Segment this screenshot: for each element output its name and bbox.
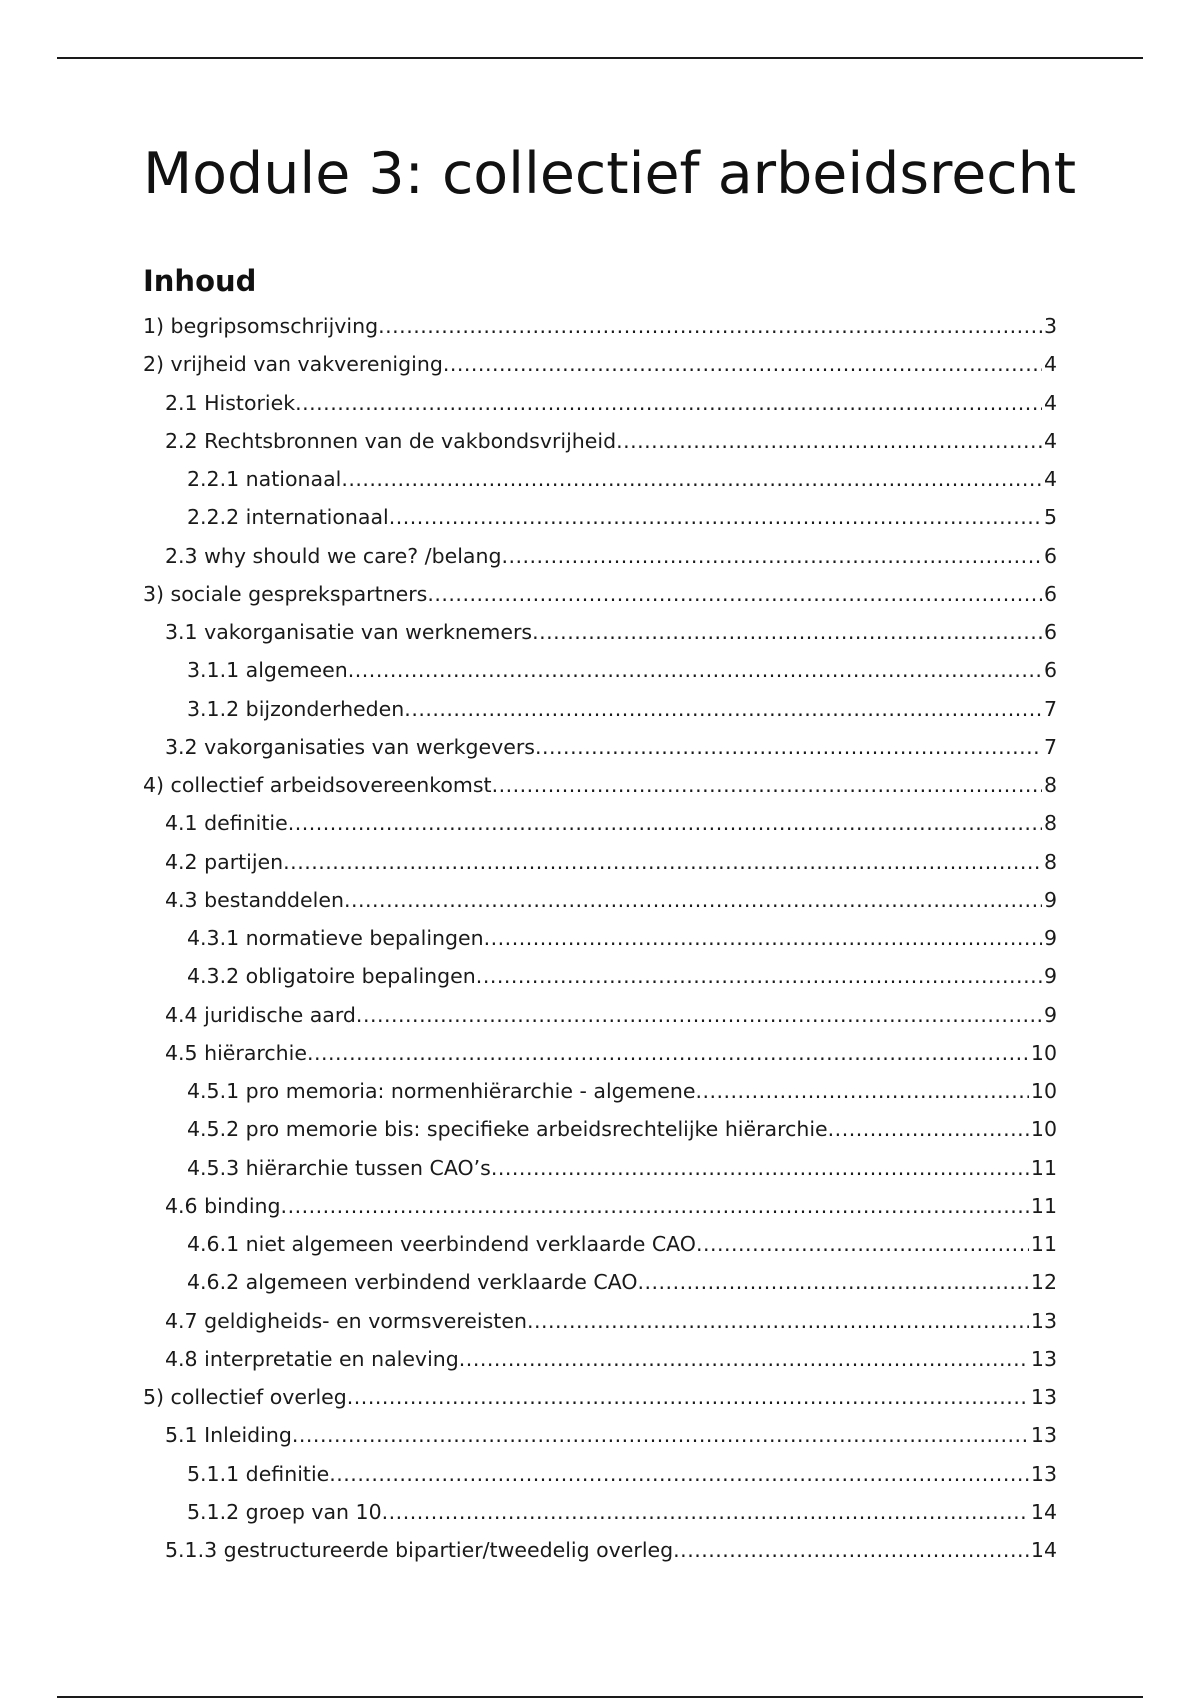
toc-dot-leader xyxy=(356,996,1042,1034)
toc-entry-title: 3.1.2 bijzonderheden xyxy=(187,696,405,721)
document-title: Module 3: collectief arbeidsrecht xyxy=(143,141,1077,207)
toc-dot-leader xyxy=(341,460,1042,498)
toc-entry-title: 4.5.2 pro memorie bis: specifieke arbeidsrechtelijke hiërarchie xyxy=(187,1117,828,1142)
toc-dot-leader xyxy=(378,307,1042,345)
toc-entry-title: 3.1.1 algemeen xyxy=(187,658,348,683)
toc-entry-title: 5.1 Inleiding xyxy=(165,1423,292,1448)
toc-entry-title: 4.5.3 hiërarchie tussen CAO’s xyxy=(187,1155,491,1180)
toc-entry[interactable] xyxy=(143,1416,1057,1454)
toc-entry-page: 13 xyxy=(1030,1308,1057,1333)
toc-entry[interactable] xyxy=(143,1072,1057,1110)
toc-entry[interactable] xyxy=(143,613,1057,651)
toc-entry-title: 3.1 vakorganisatie van werknemers xyxy=(165,620,533,644)
toc-dot-leader xyxy=(382,1493,1029,1531)
toc-dot-leader xyxy=(307,1034,1029,1072)
toc-entry-page: 4 xyxy=(1043,428,1057,453)
toc-entry-title: 2.1 Historiek xyxy=(165,390,296,415)
toc-entry-page: 6 xyxy=(1043,581,1057,606)
toc-dot-leader xyxy=(288,804,1042,842)
toc-entry-title: 2) vrijheid van vakvereniging xyxy=(143,352,443,377)
toc-entry-title: 4.7 geldigheids- en vormsvereisten xyxy=(165,1308,527,1333)
toc-entry[interactable] xyxy=(143,460,1057,498)
toc-dot-leader xyxy=(616,422,1042,460)
toc-entry-page: 8 xyxy=(1043,849,1057,874)
toc-entry-page: 9 xyxy=(1043,887,1057,912)
toc-dot-leader xyxy=(696,1225,1029,1263)
toc-dot-leader xyxy=(348,651,1042,689)
toc-entry-title: 4.2 partijen xyxy=(165,849,284,874)
toc-entry-title: 4.1 definitie xyxy=(165,811,288,836)
toc-dot-leader xyxy=(347,1378,1029,1416)
toc-entry[interactable] xyxy=(143,345,1057,383)
toc-dot-leader xyxy=(329,1455,1029,1493)
toc-entry[interactable] xyxy=(143,575,1057,613)
toc-entry[interactable] xyxy=(143,957,1057,995)
toc-entry-title: 4.5.1 pro memoria: normenhiërarchie - algemene xyxy=(187,1079,696,1103)
toc-dot-leader xyxy=(283,843,1042,881)
toc-entry-title: 4.8 interpretatie en naleving xyxy=(165,1346,459,1371)
toc-entry[interactable] xyxy=(143,651,1057,689)
table-of-contents xyxy=(143,307,1057,1569)
toc-entry[interactable] xyxy=(143,843,1057,881)
toc-dot-leader xyxy=(491,1149,1029,1187)
toc-entry[interactable] xyxy=(143,384,1057,422)
toc-entry-page: 11 xyxy=(1030,1155,1057,1180)
toc-dot-leader xyxy=(443,345,1042,383)
toc-dot-leader xyxy=(637,1263,1028,1301)
toc-entry[interactable] xyxy=(143,422,1057,460)
toc-entry[interactable] xyxy=(143,1340,1057,1378)
toc-entry-page: 13 xyxy=(1030,1461,1057,1486)
toc-dot-leader xyxy=(389,498,1042,536)
toc-dot-leader xyxy=(492,766,1042,804)
toc-entry-page: 13 xyxy=(1030,1346,1057,1371)
toc-entry-page: 11 xyxy=(1030,1232,1057,1256)
toc-entry-title: 4.6.1 niet algemeen veerbindend verklaarde CAO xyxy=(187,1232,696,1256)
toc-dot-leader xyxy=(476,957,1042,995)
toc-dot-leader xyxy=(404,690,1042,728)
toc-entry[interactable] xyxy=(143,1302,1057,1340)
toc-dot-leader xyxy=(501,537,1041,575)
toc-entry-title: 2.2 Rechtsbronnen van de vakbondsvrijheid xyxy=(165,428,617,453)
toc-entry[interactable] xyxy=(143,996,1057,1034)
toc-entry-page: 8 xyxy=(1043,773,1057,797)
toc-entry[interactable] xyxy=(143,881,1057,919)
toc-dot-leader xyxy=(281,1187,1029,1225)
toc-entry-page: 7 xyxy=(1043,734,1057,759)
toc-entry-title: 4.5 hiërarchie xyxy=(165,1040,307,1065)
toc-entry-page: 4 xyxy=(1043,467,1057,491)
toc-dot-leader xyxy=(828,1110,1029,1148)
toc-entry-page: 14 xyxy=(1030,1538,1057,1562)
toc-entry[interactable] xyxy=(143,1455,1057,1493)
toc-entry[interactable] xyxy=(143,1187,1057,1225)
toc-entry-page: 5 xyxy=(1043,505,1057,530)
toc-entry-title: 4.3 bestanddelen xyxy=(165,887,344,912)
toc-entry[interactable] xyxy=(143,307,1057,345)
toc-dot-leader xyxy=(484,919,1042,957)
toc-entry[interactable] xyxy=(143,1110,1057,1148)
toc-entry-page: 10 xyxy=(1030,1079,1057,1103)
toc-entry-page: 7 xyxy=(1043,696,1057,721)
toc-entry-page: 4 xyxy=(1043,390,1057,415)
toc-entry-title: 5.1.3 gestructureerde bipartier/tweedelig overleg xyxy=(165,1538,674,1562)
toc-entry[interactable] xyxy=(143,537,1057,575)
toc-entry-title: 3) sociale gesprekspartners xyxy=(143,581,428,606)
toc-entry[interactable] xyxy=(143,1225,1057,1263)
toc-entry-page: 14 xyxy=(1030,1499,1057,1524)
toc-entry[interactable] xyxy=(143,1378,1057,1416)
toc-entry-title: 4.6 binding xyxy=(165,1193,281,1218)
toc-entry-title: 2.3 why should we care? /belang xyxy=(165,543,502,568)
toc-entry-title: 3.2 vakorganisaties van werkgevers xyxy=(165,734,535,759)
toc-dot-leader xyxy=(344,881,1042,919)
toc-entry[interactable] xyxy=(143,728,1057,766)
toc-entry-title: 4.6.2 algemeen verbindend verklaarde CAO xyxy=(187,1270,638,1295)
footer-rule xyxy=(57,1696,1143,1698)
toc-entry[interactable] xyxy=(143,919,1057,957)
toc-entry-title: 5.1.1 definitie xyxy=(187,1461,330,1486)
toc-entry-page: 6 xyxy=(1043,543,1057,568)
toc-dot-leader xyxy=(535,728,1042,766)
toc-entry[interactable] xyxy=(143,1493,1057,1531)
toc-entry[interactable] xyxy=(143,1263,1057,1301)
toc-entry-page: 10 xyxy=(1030,1040,1057,1065)
toc-entry-page: 11 xyxy=(1030,1193,1057,1218)
toc-entry-page: 6 xyxy=(1043,620,1057,644)
toc-dot-leader xyxy=(532,613,1042,651)
toc-entry-page: 9 xyxy=(1043,926,1057,950)
toc-entry-page: 3 xyxy=(1043,314,1057,338)
toc-dot-leader xyxy=(527,1302,1029,1340)
toc-dot-leader xyxy=(292,1416,1029,1454)
toc-entry[interactable] xyxy=(143,1149,1057,1187)
toc-entry-title: 5) collectief overleg xyxy=(143,1385,347,1409)
toc-entry-title: 4.4 juridische aard xyxy=(165,1002,356,1027)
toc-dot-leader xyxy=(427,575,1042,613)
toc-dot-leader xyxy=(295,384,1042,422)
toc-entry-title: 4.3.1 normatieve bepalingen xyxy=(187,926,484,950)
toc-entry-title: 4) collectief arbeidsovereenkomst xyxy=(143,773,492,797)
toc-heading: Inhoud xyxy=(143,264,257,298)
toc-entry-page: 9 xyxy=(1043,1002,1057,1027)
toc-entry-page: 12 xyxy=(1030,1270,1057,1295)
toc-entry-title: 2.2.1 nationaal xyxy=(187,467,342,491)
toc-entry-title: 4.3.2 obligatoire bepalingen xyxy=(187,964,476,989)
toc-entry-page: 9 xyxy=(1043,964,1057,989)
toc-dot-leader xyxy=(695,1072,1028,1110)
toc-entry-page: 4 xyxy=(1043,352,1057,377)
toc-entry-page: 13 xyxy=(1030,1385,1057,1409)
toc-entry[interactable] xyxy=(143,1034,1057,1072)
header-rule xyxy=(57,57,1143,59)
toc-entry[interactable] xyxy=(143,804,1057,842)
toc-entry-page: 10 xyxy=(1030,1117,1057,1142)
toc-entry[interactable] xyxy=(143,1531,1057,1569)
toc-entry-page: 13 xyxy=(1030,1423,1057,1448)
toc-entry[interactable] xyxy=(143,766,1057,804)
toc-dot-leader xyxy=(459,1340,1029,1378)
toc-entry[interactable] xyxy=(143,690,1057,728)
toc-entry-page: 6 xyxy=(1043,658,1057,683)
toc-dot-leader xyxy=(673,1531,1029,1569)
toc-entry-title: 1) begripsomschrijving xyxy=(143,314,379,338)
toc-entry-page: 8 xyxy=(1043,811,1057,836)
toc-entry-title: 5.1.2 groep van 10 xyxy=(187,1499,382,1524)
toc-entry-title: 2.2.2 internationaal xyxy=(187,505,389,530)
toc-entry[interactable] xyxy=(143,498,1057,536)
